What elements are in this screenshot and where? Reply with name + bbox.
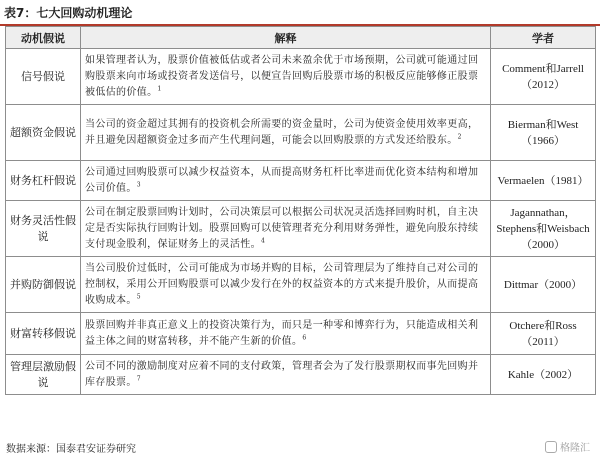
watermark-logo-icon [545,441,557,453]
explanation-cell [81,313,491,355]
table-title-bar [0,0,600,26]
explanation-text: 公司不同的激励制度对应着不同的支付政策，管理者会为了发行股票期权而事先回购并库存股票。 [85,360,479,388]
scholar-cell: Bierman和West（1966） [491,105,596,161]
explanation-cell [81,49,491,105]
footnote-marker: 3 [136,181,141,189]
header-scholar: 学者 [491,27,596,49]
footnote-marker: 6 [302,334,307,342]
footnote-marker: 5 [136,293,141,301]
table-row [6,105,596,161]
explanation-text: 股票回购并非真正意义上的投资决策行为，而只是一种零和博弈行为，只能造成相关利益主体之间的财富转移，并不能产生新的价值。 [85,319,479,347]
watermark [545,439,590,454]
explanation-cell [81,257,491,313]
table-header-row [6,27,596,49]
theory-cell: 超额资金假说 [6,105,81,161]
explanation-cell [81,105,491,161]
table-row [6,355,596,395]
explanation-text: 当公司股价过低时，公司可能成为市场并购的目标，公司管理层为了维持自己对公司的控制权，采用公开回购股票可以减少发行在外的权益资本的方式来提升股价，从而提高收购成本。 [85,262,479,306]
header-theory: 动机假说 [6,27,81,49]
table-row [6,161,596,201]
footnote-marker: 1 [157,85,162,93]
table-row [6,257,596,313]
table-title: 表7：七大回购动机理论 [4,6,133,20]
theory-cell: 并购防御假说 [6,257,81,313]
explanation-cell [81,201,491,257]
theory-cell: 信号假说 [6,49,81,105]
theory-cell: 财富转移假说 [6,313,81,355]
footnote-marker: 4 [260,237,266,245]
scholar-cell: Vermaelen（1981） [491,161,596,201]
table-row [6,313,596,355]
scholar-cell: Kahle（2002） [491,355,596,395]
explanation-text: 公司通过回购股票可以减少权益资本，从而提高财务杠杆比率进而优化资本结构和增加公司价值。 [85,166,479,194]
scholar-cell: Jagannathan，Stephens和Weisbach（2000） [491,201,596,257]
table-row [6,49,596,105]
footnote-marker: 7 [136,375,141,383]
explanation-cell [81,355,491,395]
scholar-cell: Otchere和Ross（2011） [491,313,596,355]
header-explanation: 解释 [81,27,491,49]
explanation-text: 公司在制定股票回购计划时，公司决策层可以根据公司状况灵活选择回购时机，自主决定是否实际执行回购计划。股票回购可以使管理者充分利用财务弹性，避免向股东持续支付现金股利，保证财务上的灵活性。 [85,206,479,250]
theory-cell: 财务杠杆假说 [6,161,81,201]
explanation-cell [81,161,491,201]
theory-cell: 管理层激励假说 [6,355,81,395]
watermark-text: 格隆汇 [560,443,590,454]
table-row [6,201,596,257]
motive-theory-table [5,26,596,395]
footnote-marker: 2 [457,133,462,141]
theory-cell: 财务灵活性假说 [6,201,81,257]
scholar-cell: Dittmar（2000） [491,257,596,313]
explanation-text: 如果管理者认为，股票价值被低估或者公司未来盈余优于市场预期，公司就可能通过回购股票来向市场或投资者发送信号，以便宣告回购后股票市场的积极反应能够修正股票被低估的价值。 [85,54,479,98]
data-source-note: 数据来源：国泰君安证券研究 [6,444,136,455]
explanation-text: 当公司的资金超过其拥有的投资机会所需要的资金量时，公司为使资金使用效率更高，并且避免因超额资金过多而产生代理问题，可能会以回购股票的方式发还给股东。 [85,118,479,146]
scholar-cell: Comment和Jarrell（2012） [491,49,596,105]
